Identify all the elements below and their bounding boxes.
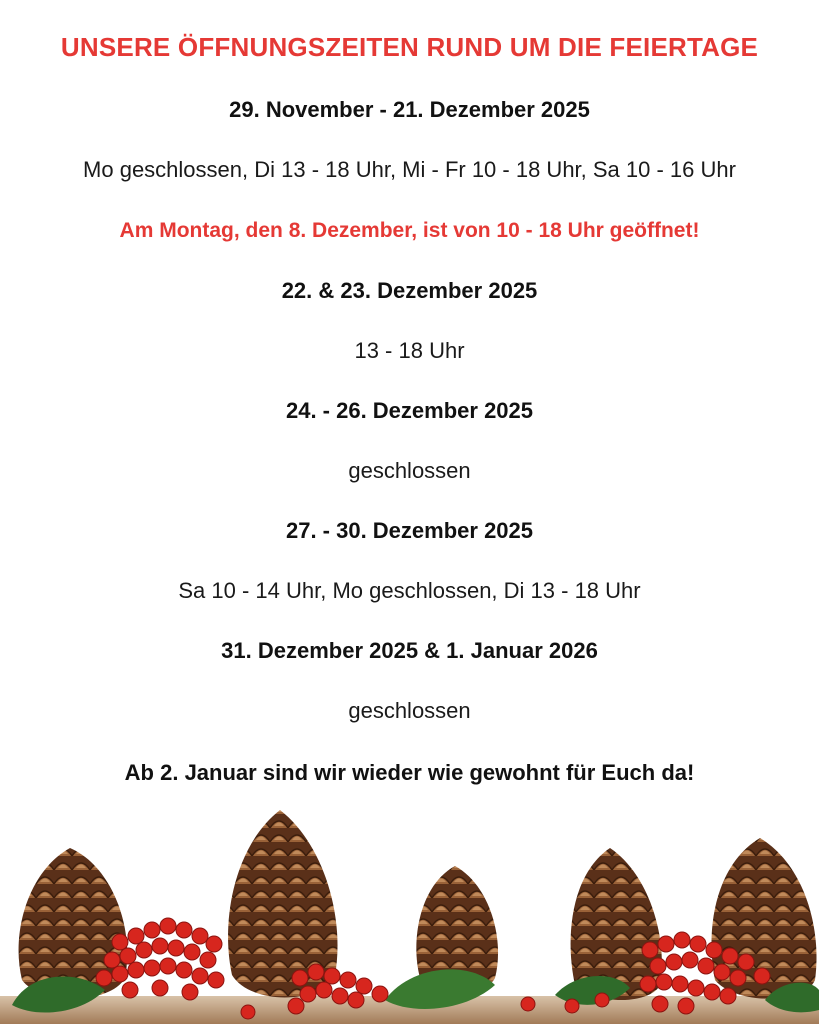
period-4-hours: Sa 10 - 14 Uhr, Mo geschlossen, Di 13 - 18 Uhr bbox=[178, 578, 641, 603]
period-3-dates: 24. - 26. Dezember 2025 bbox=[285, 398, 534, 423]
period-3-hours: geschlossen bbox=[348, 458, 471, 483]
period-5-hours: geschlossen bbox=[348, 698, 471, 723]
period-2-hours: 13 - 18 Uhr bbox=[354, 338, 465, 363]
christmas-decoration-image bbox=[0, 800, 819, 1024]
period-2-dates: 22. & 23. Dezember 2025 bbox=[281, 278, 538, 303]
period-1-dates: 29. November - 21. Dezember 2025 bbox=[229, 97, 590, 122]
period-1-hours: Mo geschlossen, Di 13 - 18 Uhr, Mi - Fr 10 - 18 Uhr, Sa 10 - 16 Uhr bbox=[83, 157, 736, 182]
period-5-dates: 31. Dezember 2025 & 1. Januar 2026 bbox=[221, 638, 598, 663]
closing-note: Ab 2. Januar sind wir wieder wie gewohnt für Euch da! bbox=[124, 760, 695, 785]
period-4-dates: 27. - 30. Dezember 2025 bbox=[285, 518, 534, 543]
page-title: UNSERE ÖFFNUNGSZEITEN RUND UM DIE FEIERTAGE bbox=[60, 32, 759, 62]
special-note: Am Montag, den 8. Dezember, ist von 10 - 18 Uhr geöffnet! bbox=[119, 219, 700, 242]
